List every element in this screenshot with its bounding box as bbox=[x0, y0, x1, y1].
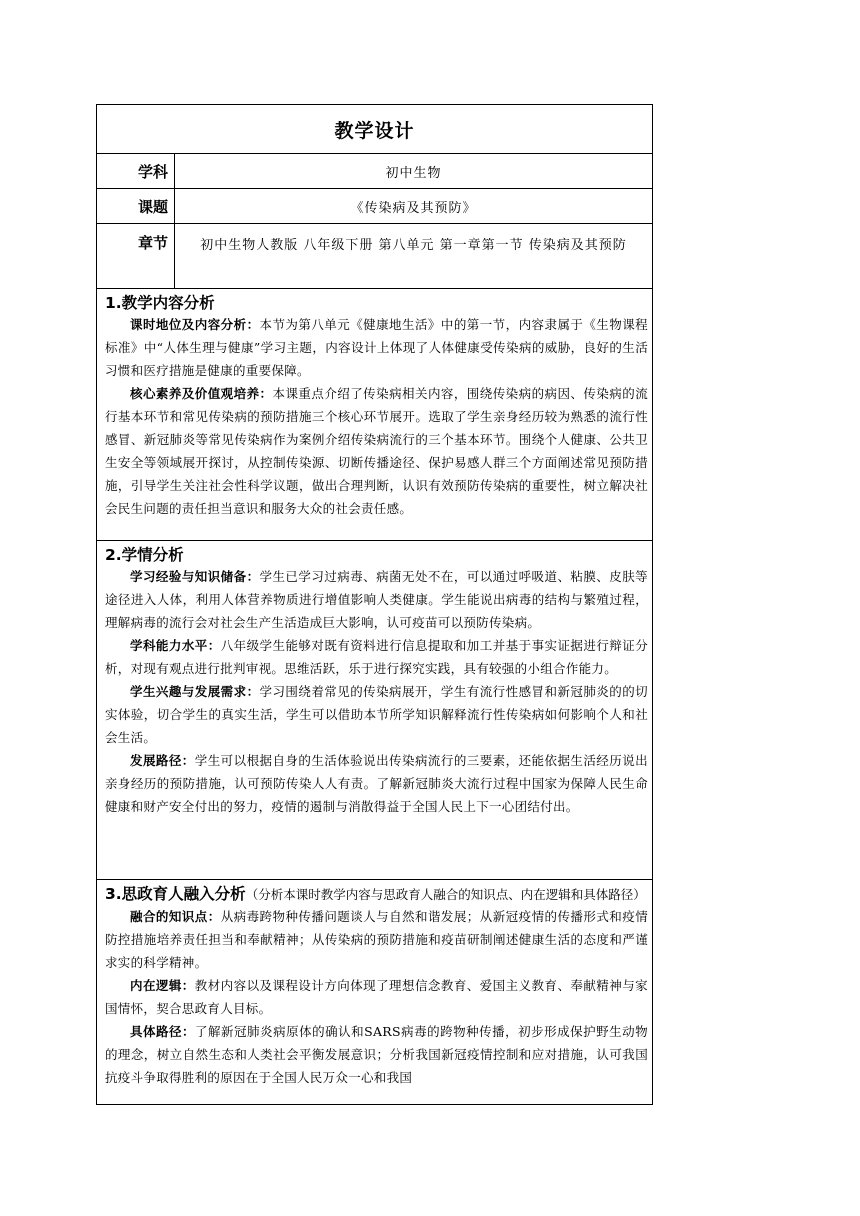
paragraph-lead: 具体路径： bbox=[130, 1024, 196, 1039]
section-learner-analysis bbox=[97, 541, 652, 879]
paragraph bbox=[105, 1020, 648, 1089]
paragraph-lead: 核心素养及价值观培养： bbox=[130, 386, 273, 401]
section-title-note: （分析本课时教学内容与思政育人融合的知识点、内在逻辑和具体路径） bbox=[245, 887, 646, 902]
topic-value: 《传染病及其预防》 bbox=[350, 200, 477, 216]
paragraph bbox=[105, 974, 648, 1020]
section-title bbox=[105, 884, 648, 905]
paragraph-text: 本节为第八单元《健康地生活》中的第一节，内容隶属于《生物课程标准》中“人体生理与健康”学习主题，内容设计上体现了人体健康受传染病的威胁，良好的生活习惯和医疗措施是健康的重要保障。 bbox=[105, 317, 648, 378]
subject-row bbox=[97, 153, 652, 188]
paragraph-lead: 内在逻辑： bbox=[130, 978, 195, 993]
paragraph-lead: 学科能力水平： bbox=[130, 638, 221, 653]
paragraph-lead: 课时地位及内容分析： bbox=[130, 317, 260, 332]
page-title: 教学设计 bbox=[334, 119, 415, 142]
section-title: 1.教学内容分析 bbox=[105, 294, 215, 312]
paragraph-text: 八年级学生能够对既有资料进行信息提取和加工并基于事实证据进行辩证分析，对现有观点进行批判审视。思维活跃，乐于进行探究实践，具有较强的小组合作能力。 bbox=[105, 638, 648, 676]
paragraph-lead: 融合的知识点： bbox=[130, 909, 221, 924]
section-content-analysis bbox=[97, 289, 652, 540]
section-title: 2.学情分析 bbox=[105, 546, 184, 564]
subject-value: 初中生物 bbox=[385, 165, 442, 181]
paragraph-text: 学生可以根据自身的生活体验说出传染病流行的三要素，还能依据生活经历说出亲身经历的预防措施，认可预防传染人人有责。了解新冠肺炎大流行过程中国家为保障人民生命健康和财产安全付出的努力，疫情的遏制与消散得益于全国人民上下一心团结付出。 bbox=[105, 753, 648, 814]
section-ideology-analysis bbox=[97, 880, 652, 1104]
paragraph bbox=[105, 749, 648, 818]
topic-row bbox=[97, 188, 652, 223]
paragraph-text: 教材内容以及课程设计方向体现了理想信念教育、爱国主义教育、奉献精神与家国情怀，契合思政育人目标。 bbox=[105, 978, 648, 1016]
paragraph bbox=[105, 905, 648, 974]
paragraph-text: 从病毒跨物种传播问题谈人与自然和谐发展；从新冠疫情的传播形式和疫情防控措施培养责任担当和奉献精神；从传染病的预防措施和疫苗研制阐述健康生活的态度和严谨求实的科学精神。 bbox=[105, 909, 648, 970]
topic-label: 课题 bbox=[97, 189, 175, 223]
section-row-2 bbox=[97, 540, 652, 879]
paragraph-lead: 发展路径： bbox=[130, 753, 195, 768]
paragraph bbox=[105, 680, 648, 749]
subject-label: 学科 bbox=[97, 154, 175, 188]
paragraph bbox=[105, 382, 648, 520]
paragraph-lead: 学习经验与知识储备： bbox=[130, 569, 260, 584]
chapter-value: 初中生物人教版 八年级下册 第八单元 第一章第一节 传染病及其预防 bbox=[200, 238, 627, 253]
paragraph-lead: 学生兴趣与发展需求： bbox=[130, 684, 260, 699]
paragraph bbox=[105, 313, 648, 382]
lesson-design-table bbox=[96, 104, 653, 1105]
paragraph bbox=[105, 565, 648, 634]
paragraph bbox=[105, 634, 648, 680]
section-row-1 bbox=[97, 288, 652, 540]
paragraph-text: 学习围绕着常见的传染病展开，学生有流行性感冒和新冠肺炎的的切实体验，切合学生的真实生活，学生可以借助本节所学知识解释流行性传染病如何影响个人和社会生活。 bbox=[105, 684, 648, 745]
section-row-3 bbox=[97, 879, 652, 1104]
section-title-text: 3.思政育人融入分析 bbox=[105, 885, 246, 903]
paragraph-text: 学生已学习过病毒、病菌无处不在，可以通过呼吸道、粘膜、皮肤等途径进入人体，利用人体营养物质进行增值影响人类健康。学生能说出病毒的结构与繁殖过程，理解病毒的流行会对社会生产生活造成巨大影响，认可疫苗可以预防传染病。 bbox=[105, 569, 648, 630]
title-row bbox=[97, 105, 652, 153]
paragraph-text: 本课重点介绍了传染病相关内容，围绕传染病的病因、传染病的流行基本环节和常见传染病的预防措施三个核心环节展开。选取了学生亲身经历较为熟悉的流行性感冒、新冠肺炎等常见传染病作为案例介绍传染病流行的三个基本环节。围绕个人健康、公共卫生安全等领域展开探讨，从控制传染源、切断传播途径、保护易感人群三个方面阐述常见预防措施，引导学生关注社会性科学议题，做出合理判断，认识有效预防传染病的重要性，树立解决社会民生问题的责任担当意识和服务大众的社会责任感。 bbox=[105, 386, 648, 516]
paragraph-text: 了解新冠肺炎病原体的确认和SARS病毒的跨物种传播，初步形成保护野生动物的理念，树立自然生态和人类社会平衡发展意识；分析我国新冠疫情控制和应对措施，认可我国抗疫斗争取得胜利的原因在于全国人民万众一心和我国 bbox=[105, 1024, 648, 1085]
chapter-row bbox=[97, 223, 652, 288]
chapter-label: 章节 bbox=[97, 224, 175, 288]
